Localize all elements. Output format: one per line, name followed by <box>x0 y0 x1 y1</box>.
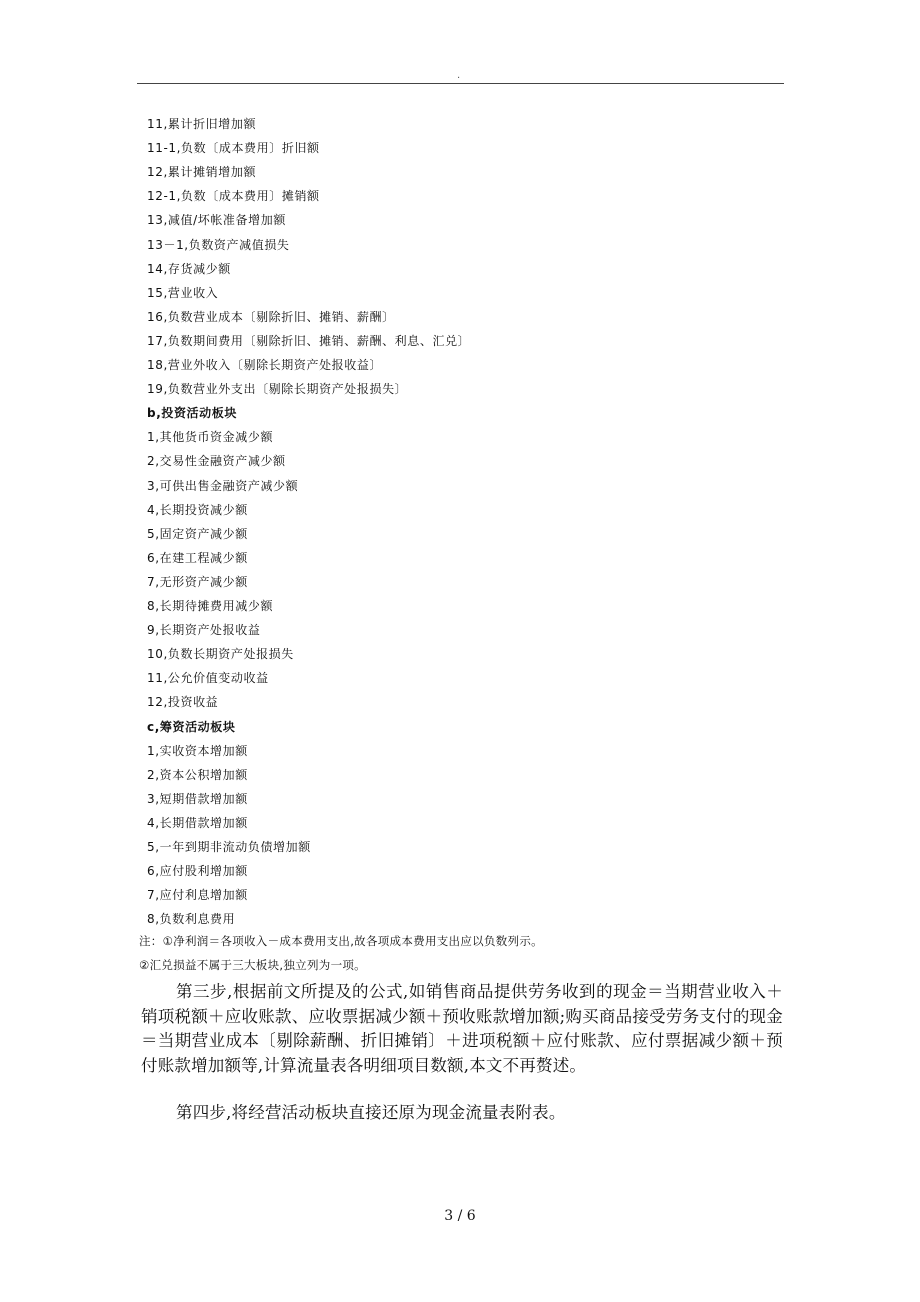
note-line: 注：①净利润＝各项收入－成本费用支出,故各项成本费用支出应以负数列示。 <box>139 934 543 948</box>
list-item: 19,负数营业外支出〔剔除长期资产处报损失〕 <box>147 382 408 397</box>
list-item: 16,负数营业成本〔剔除折旧、摊销、薪酬〕 <box>147 309 395 324</box>
list-item: 13－1,负数资产减值损失 <box>147 237 290 252</box>
header-mark: . <box>457 70 461 81</box>
list-item: 8,长期待摊费用减少额 <box>147 599 274 613</box>
list-item: 6,在建工程减少额 <box>147 550 248 565</box>
list-item: 11,公允价值变动收益 <box>147 671 269 686</box>
list-item: 17,负数期间费用〔剔除折旧、摊销、薪酬、利息、汇兑〕 <box>147 333 471 348</box>
list-item: 15,营业收入 <box>147 285 219 300</box>
list-item: 5,一年到期非流动负债增加额 <box>147 840 311 854</box>
section-heading: c,筹资活动板块 <box>147 719 236 734</box>
list-item: 11-1,负数〔成本费用〕折旧额 <box>147 141 320 156</box>
list-item: 13,减值/坏帐准备增加额 <box>147 213 286 228</box>
note-line: ②汇兑损益不属于三大板块,独立列为一项。 <box>139 958 366 972</box>
list-item: 4,长期借款增加额 <box>147 815 248 830</box>
list-item: 18,营业外收入〔剔除长期资产处报收益〕 <box>147 358 383 372</box>
list-item: 12,累计摊销增加额 <box>147 165 257 180</box>
list-item: 4,长期投资减少额 <box>147 502 248 517</box>
list-item: 2,交易性金融资产减少额 <box>147 454 286 469</box>
list-item: 9,长期资产处报收益 <box>147 623 261 638</box>
list-item: 8,负数利息费用 <box>147 912 236 927</box>
body-paragraph: 第三步,根据前文所提及的公式,如销售商品提供劳务收到的现金＝当期营业收入＋销项税额＋应收账款、应收票据减少额＋预收账款增加额;购买商品接受劳务支付的现金＝当期营业成本〔剔除薪酬、折旧摊销〕＋进项税额＋应付账款、应付票据减少额＋预付账款增加额等,计算流量表各明细项目数额,本文不再赘述。 <box>141 982 783 1075</box>
list-item: 1,实收资本增加额 <box>147 743 248 758</box>
list-item: 12-1,负数〔成本费用〕摊销额 <box>147 189 320 204</box>
list-item: 5,固定资产减少额 <box>147 526 248 541</box>
list-item: 2,资本公积增加额 <box>147 767 248 782</box>
header-rule <box>137 83 784 84</box>
page-number: 3 / 6 <box>444 1208 476 1224</box>
list-item: 7,无形资产减少额 <box>147 574 248 589</box>
list-item: 6,应付股利增加额 <box>147 864 248 879</box>
body-paragraph: 第四步,将经营活动板块直接还原为现金流量表附表。 <box>176 1103 566 1122</box>
list-item: 3,短期借款增加额 <box>147 791 248 806</box>
list-item: 7,应付利息增加额 <box>147 888 248 903</box>
list-item: 10,负数长期资产处报损失 <box>147 647 294 662</box>
list-item: 14,存货减少额 <box>147 261 231 276</box>
list-item: 3,可供出售金融资产减少额 <box>147 478 299 493</box>
section-heading: b,投资活动板块 <box>147 406 237 421</box>
list-item: 12,投资收益 <box>147 695 219 710</box>
list-item: 11,累计折旧增加额 <box>147 117 257 131</box>
list-item: 1,其他货币资金减少额 <box>147 430 274 445</box>
